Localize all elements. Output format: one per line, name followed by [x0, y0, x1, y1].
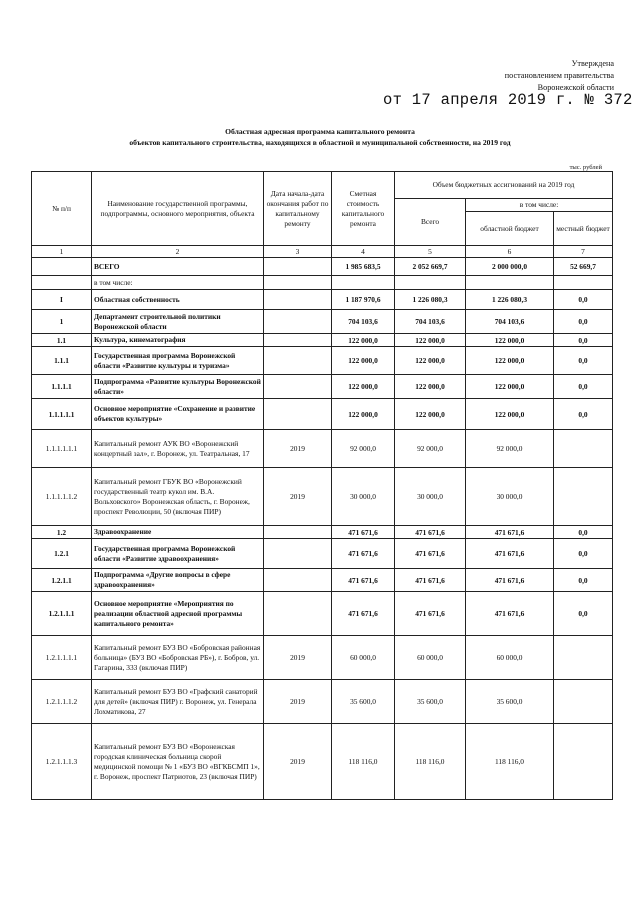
- row-date: [264, 399, 332, 430]
- row-number: 1: [32, 310, 92, 334]
- header-local: местный бюджет: [554, 212, 613, 246]
- row-regional: 2 000 000,0: [466, 258, 554, 276]
- row-local: 0,0: [554, 569, 613, 592]
- row-regional: 118 116,0: [466, 724, 554, 800]
- row-name: Областная собственность: [92, 290, 264, 310]
- row-local: [554, 680, 613, 724]
- row-regional: 35 600,0: [466, 680, 554, 724]
- row-total: 122 000,0: [395, 375, 466, 399]
- row-local: 0,0: [554, 539, 613, 569]
- row-name: Капитальный ремонт БУЗ ВО «Графский санаторий для детей» (включая ПИР) г. Воронеж, ул. Генерала Лохматикова, 27: [92, 680, 264, 724]
- row-cost: 1 187 970,6: [332, 290, 395, 310]
- row-name: Основное мероприятие «Сохранение и развитие объектов культуры»: [92, 399, 264, 430]
- row-date: [264, 375, 332, 399]
- document-subtitle: объектов капитального строительства, находящихся в областной и муниципальной собственности, на 2019 год: [129, 138, 511, 147]
- row-local: [554, 468, 613, 526]
- table-row: [32, 592, 613, 636]
- row-name: Государственная программа Воронежской области «Развитие здравоохранения»: [92, 539, 264, 569]
- row-regional: 122 000,0: [466, 399, 554, 430]
- row-date: [264, 347, 332, 375]
- row-regional: 92 000,0: [466, 430, 554, 468]
- row-number: 1.1: [32, 334, 92, 347]
- row-regional: 122 000,0: [466, 334, 554, 347]
- row-cost: 1 985 683,5: [332, 258, 395, 276]
- row-total: 118 116,0: [395, 724, 466, 800]
- row-local: [554, 430, 613, 468]
- column-number: 1: [32, 246, 92, 258]
- row-regional: 471 671,6: [466, 569, 554, 592]
- row-name: Подпрограмма «Другие вопросы в сфере здравоохранения»: [92, 569, 264, 592]
- row-number: 1.1.1.1.1.1: [32, 430, 92, 468]
- row-local: 0,0: [554, 347, 613, 375]
- row-cost: 118 116,0: [332, 724, 395, 800]
- row-number: 1.2: [32, 526, 92, 539]
- row-name: Капитальный ремонт ГБУК ВО «Воронежский государственный театр кукол им. В.А. Вольховского» Воронежская область, г. Воронеж, проспект Революции, 50 (включая ПИР): [92, 468, 264, 526]
- table-row: [32, 724, 613, 800]
- row-name: в том числе:: [92, 276, 264, 290]
- column-number-row: [32, 246, 613, 258]
- row-regional: [466, 276, 554, 290]
- row-regional: 122 000,0: [466, 375, 554, 399]
- row-number: 1.1.1: [32, 347, 92, 375]
- decree-stamp: от 17 апреля 2019 г. № 372: [383, 91, 633, 109]
- row-name: Капитальный ремонт БУЗ ВО «Воронежская городская клиническая больница скорой медицинской помощи № 1 «БУЗ ВО «ВГКБСМП 1», г. Воронеж, проспект Патриотов, 23 (включая ПИР): [92, 724, 264, 800]
- header-num: № п/п: [32, 172, 92, 246]
- row-name: Государственная программа Воронежской области «Развитие культуры и туризма»: [92, 347, 264, 375]
- row-local: 0,0: [554, 334, 613, 347]
- row-local: 52 669,7: [554, 258, 613, 276]
- row-total: [395, 276, 466, 290]
- row-number: 1.2.1.1.1.3: [32, 724, 92, 800]
- row-cost: 92 000,0: [332, 430, 395, 468]
- row-name: ВСЕГО: [92, 258, 264, 276]
- row-regional: 471 671,6: [466, 526, 554, 539]
- row-regional: 704 103,6: [466, 310, 554, 334]
- row-regional: 471 671,6: [466, 539, 554, 569]
- column-number: 7: [554, 246, 613, 258]
- column-number: 6: [466, 246, 554, 258]
- row-regional: 30 000,0: [466, 468, 554, 526]
- row-regional: 60 000,0: [466, 636, 554, 680]
- row-total: 122 000,0: [395, 347, 466, 375]
- table-row: [32, 430, 613, 468]
- row-date: [264, 310, 332, 334]
- header-total: Всего: [395, 199, 466, 246]
- row-cost: 122 000,0: [332, 347, 395, 375]
- table-row: [32, 680, 613, 724]
- row-cost: 122 000,0: [332, 399, 395, 430]
- document-title: Областная адресная программа капитального ремонта: [225, 127, 415, 136]
- table-row: [32, 526, 613, 539]
- row-total: 122 000,0: [395, 334, 466, 347]
- row-number: 1.1.1.1.1: [32, 399, 92, 430]
- table-row: [32, 569, 613, 592]
- row-cost: 471 671,6: [332, 526, 395, 539]
- row-local: [554, 276, 613, 290]
- program-table: [31, 171, 613, 800]
- row-local: 0,0: [554, 290, 613, 310]
- row-date: [264, 539, 332, 569]
- row-total: 30 000,0: [395, 468, 466, 526]
- row-total: 92 000,0: [395, 430, 466, 468]
- row-local: [554, 636, 613, 680]
- row-date: [264, 258, 332, 276]
- row-local: [554, 724, 613, 800]
- row-date: [264, 290, 332, 310]
- row-date: 2019: [264, 468, 332, 526]
- row-cost: 471 671,6: [332, 592, 395, 636]
- row-number: 1.1.1.1: [32, 375, 92, 399]
- header-regional: областной бюджет: [466, 212, 554, 246]
- table-row: [32, 310, 613, 334]
- row-local: 0,0: [554, 592, 613, 636]
- row-name: Капитальный ремонт АУК ВО «Воронежский концертный зал», г. Воронеж, ул. Театральная, 17: [92, 430, 264, 468]
- table-row: [32, 468, 613, 526]
- row-cost: 122 000,0: [332, 375, 395, 399]
- table-row: [32, 276, 613, 290]
- table-row: [32, 347, 613, 375]
- row-name: Департамент строительной политики Воронежской области: [92, 310, 264, 334]
- table-row: [32, 334, 613, 347]
- row-total: 471 671,6: [395, 539, 466, 569]
- row-date: [264, 592, 332, 636]
- table-row: [32, 636, 613, 680]
- header-budget: Объем бюджетных ассигнований на 2019 год: [395, 172, 613, 199]
- row-date: 2019: [264, 636, 332, 680]
- approval-line-3: Воронежской области: [537, 83, 614, 92]
- row-number: 1.2.1.1.1.2: [32, 680, 92, 724]
- row-date: [264, 526, 332, 539]
- approval-line-1: Утверждена: [571, 59, 614, 68]
- column-number: 4: [332, 246, 395, 258]
- table-row: [32, 258, 613, 276]
- row-name: Культура, кинематография: [92, 334, 264, 347]
- row-regional: 1 226 080,3: [466, 290, 554, 310]
- row-number: 1.2.1.1.1.1: [32, 636, 92, 680]
- approval-block: [505, 58, 614, 94]
- column-number: 5: [395, 246, 466, 258]
- header-cost: Сметная стоимость капитального ремонта: [332, 172, 395, 246]
- row-regional: 471 671,6: [466, 592, 554, 636]
- row-total: 2 052 669,7: [395, 258, 466, 276]
- row-cost: 122 000,0: [332, 334, 395, 347]
- row-date: [264, 569, 332, 592]
- row-number: [32, 258, 92, 276]
- row-total: 122 000,0: [395, 399, 466, 430]
- row-cost: [332, 276, 395, 290]
- row-local: 0,0: [554, 375, 613, 399]
- row-number: I: [32, 290, 92, 310]
- row-name: Подпрограмма «Развитие культуры Воронежской области»: [92, 375, 264, 399]
- row-local: 0,0: [554, 399, 613, 430]
- row-number: 1.2.1.1: [32, 569, 92, 592]
- header-date: Дата начала-дата окончания работ по капитальному ремонту: [264, 172, 332, 246]
- approval-line-2: постановлением правительства: [504, 71, 614, 80]
- row-total: 704 103,6: [395, 310, 466, 334]
- row-date: 2019: [264, 724, 332, 800]
- row-number: [32, 276, 92, 290]
- row-total: 60 000,0: [395, 636, 466, 680]
- row-total: 1 226 080,3: [395, 290, 466, 310]
- row-cost: 471 671,6: [332, 539, 395, 569]
- row-name: Здравоохранение: [92, 526, 264, 539]
- row-number: 1.1.1.1.1.2: [32, 468, 92, 526]
- row-cost: 471 671,6: [332, 569, 395, 592]
- row-cost: 704 103,6: [332, 310, 395, 334]
- row-date: 2019: [264, 680, 332, 724]
- row-cost: 35 600,0: [332, 680, 395, 724]
- row-total: 471 671,6: [395, 592, 466, 636]
- row-cost: 30 000,0: [332, 468, 395, 526]
- column-number: 2: [92, 246, 264, 258]
- column-number: 3: [264, 246, 332, 258]
- row-cost: 60 000,0: [332, 636, 395, 680]
- row-date: [264, 334, 332, 347]
- row-local: 0,0: [554, 526, 613, 539]
- table-row: [32, 539, 613, 569]
- table-row: [32, 399, 613, 430]
- row-name: Основное мероприятие «Мероприятия по реализации областной адресной программы капитального ремонта»: [92, 592, 264, 636]
- row-name: Капитальный ремонт БУЗ ВО «Бобровская районная больница» (БУЗ ВО «Бобровская РБ»), г. Бобров, ул. Гагарина, 333 (включая ПИР): [92, 636, 264, 680]
- table-row: [32, 375, 613, 399]
- row-date: 2019: [264, 430, 332, 468]
- row-local: 0,0: [554, 310, 613, 334]
- table-row: [32, 290, 613, 310]
- row-date: [264, 276, 332, 290]
- header-incl: в том числе:: [466, 199, 613, 212]
- row-total: 471 671,6: [395, 569, 466, 592]
- row-number: 1.2.1: [32, 539, 92, 569]
- row-total: 471 671,6: [395, 526, 466, 539]
- row-number: 1.2.1.1.1: [32, 592, 92, 636]
- units-label: тыс. рублей: [569, 164, 602, 171]
- row-total: 35 600,0: [395, 680, 466, 724]
- row-regional: 122 000,0: [466, 347, 554, 375]
- header-name: Наименование государственной программы, подпрограммы, основного мероприятия, объекта: [92, 172, 264, 246]
